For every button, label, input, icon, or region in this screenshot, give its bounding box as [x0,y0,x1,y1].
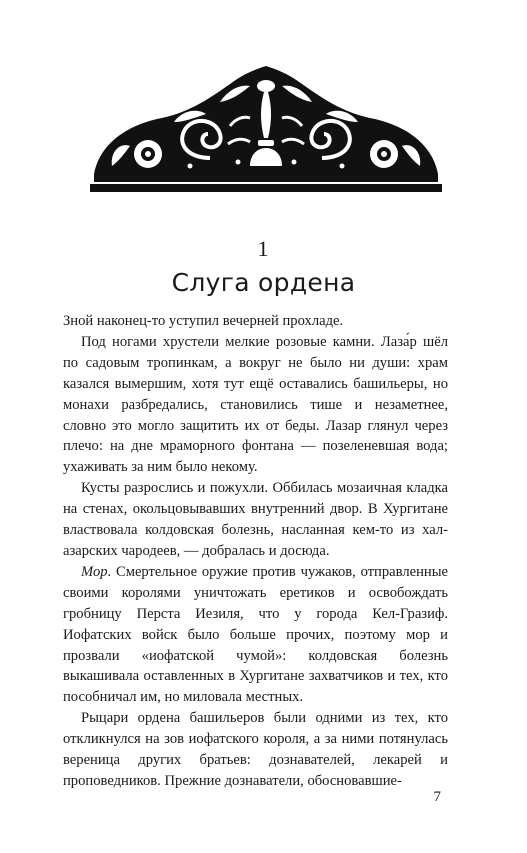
chapter-body [63,311,448,792]
chapter-title: Слуга ордена [171,268,356,297]
paragraph [63,311,448,332]
paragraph-text: . Смертельное оружие против чужаков, отправленные своими королями уничтожать еретиков и освобождать гробницу Перста Иезиля, что у города Кел-Гразиф. Иофатских войск было больше прочих, поэтому мор и прозвали «иофатской чумой»: колдовская болезнь выкашивала оставленных в Хургитане захватчиков и тех, кто пособничал им, но миловала местных. [63,563,448,706]
paragraph [63,478,448,562]
paragraph-text: Рыцари ордена башильеров были одними из тех, кто откликнулся на зов иофатского короля, а за ними потянулась вереница других братьев: дознавателей, лекарей и проповедников. Прежние дознаватели, обосновавшие- [63,710,448,789]
paragraph [63,332,448,478]
paragraph-text: Кусты разрослись и пожухли. Оббилась мозаичная кладка на стенах, окольцовывавших внутренний двор. В Хургитане властвовала колдовская болезнь, насланная кем-то из хал-азарских чародеев, — добралась и досюда. [63,480,448,559]
paragraph-text: Зной наконец-то уступил вечерней прохладе. [63,313,344,329]
paragraph-text: Под ногами хрустели мелкие розовые камни. Лаза́р шёл по садовым тропинкам, а вокруг не было ни души: храм казался вымершим, хотя тут ещё оставались башильеры, но монахи разбредались, становились тише и незаметнее, словно это могло защитить их от беды. Лазар глянул через плечо: на дне мраморного фонтана — позеленевшая вода; ухаживать за ним было некому. [63,333,448,476]
chapter-number: 1 [257,236,270,261]
paragraph [63,562,448,708]
floral-ornament-headpiece [90,62,442,194]
paragraph-italic-lead: Мор [81,563,108,580]
paragraph [63,708,448,792]
page-number: 7 [433,789,441,805]
